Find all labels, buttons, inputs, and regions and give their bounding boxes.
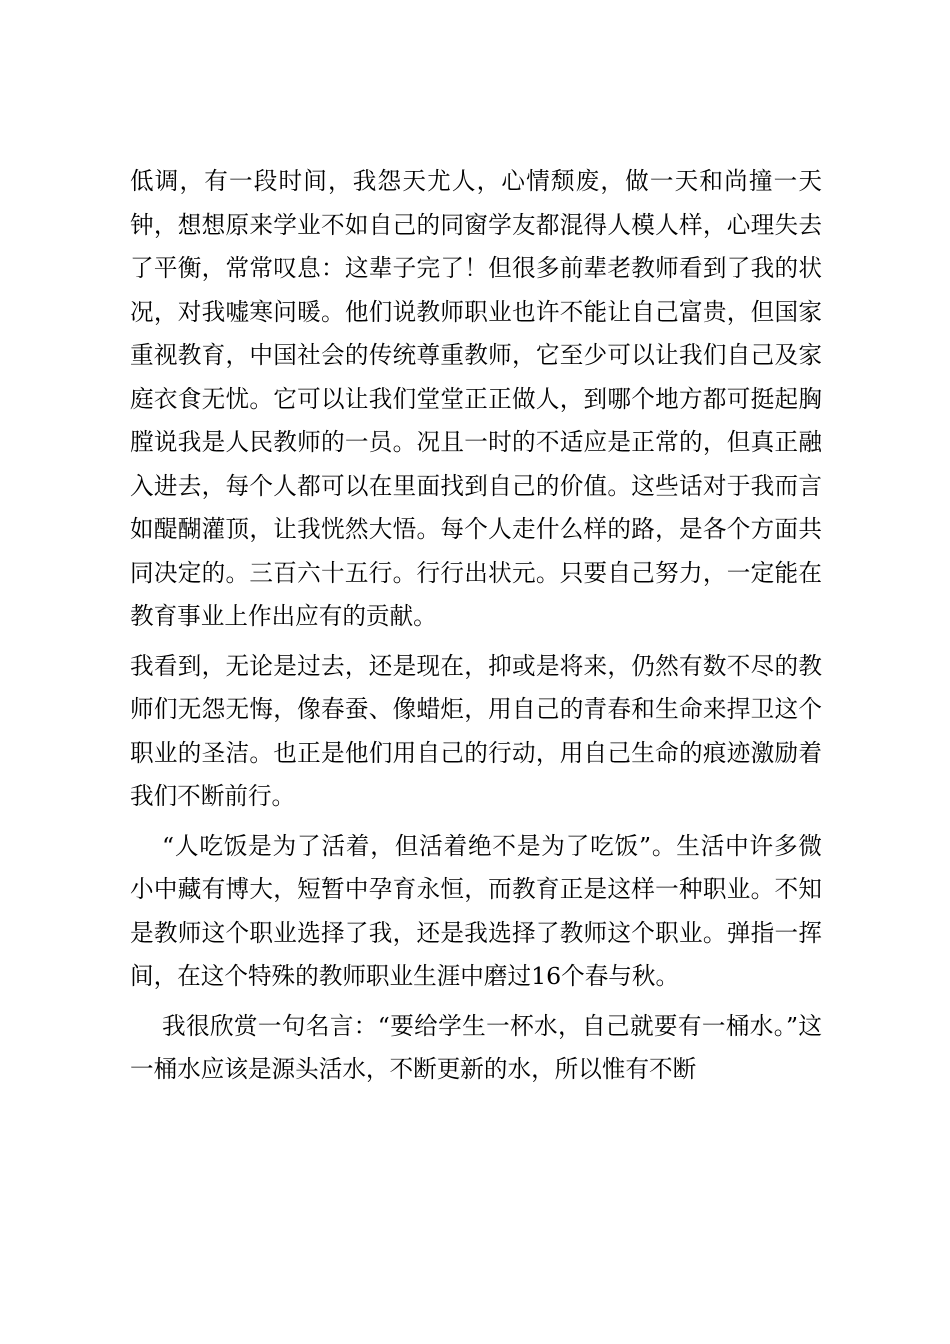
paragraph-2: 我看到，无论是过去，还是现在，抑或是将来，仍然有数不尽的教师们无怨无悔，像春蚕、像蜡炬，用自己的青春和生命来捍卫这个职业的圣洁。也正是他们用自己的行动，用自己生命的痕迹激励着我们不断前行。	[130, 651, 822, 810]
paragraph-1: 低调，有一段时间，我怨天尤人，心情颓废，做一天和尚撞一天钟，想想原来学业不如自己的同窗学友都混得人模人样，心理失去了平衡，常常叹息：这辈子完了！但很多前辈老教师看到了我的状况，对我嘘寒问暖。他们说教师职业也许不能让自己富贵，但国家重视教育，中国社会的传统尊重教师，它至少可以让我们自己及家庭衣食无忧。它可以让我们堂堂正正做人，到哪个地方都可挺起胸膛说我是人民教师的一员。况且一时的不适应是正常的，但真正融入进去，每个人都可以在里面找到自己的价值。这些话对于我而言如醍醐灌顶，让我恍然大悟。每个人走什么样的路，是各个方面共同决定的。三百六十五行。行行出状元。只要自己努力，一定能在教育事业上作出应有的贡献。	[130, 167, 822, 630]
document-body	[130, 160, 822, 1092]
paragraph-4: 我很欣赏一句名言：“要给学生一杯水，自己就要有一桶水。”这一桶水应该是源头活水，不断更新的水，所以惟有不断	[130, 1011, 822, 1083]
paragraph-3: “人吃饭是为了活着，但活着绝不是为了吃饭”。生活中许多微小中藏有博大，短暂中孕育永恒，而教育正是这样一种职业。不知是教师这个职业选择了我，还是我选择了教师这个职业。弹指一挥间，在这个特殊的教师职业生涯中磨过16个春与秋。	[130, 831, 822, 990]
